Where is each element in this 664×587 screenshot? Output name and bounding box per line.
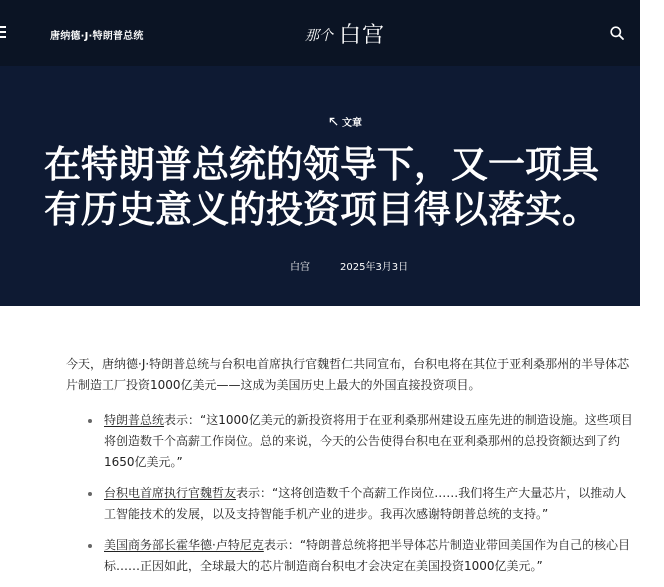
article-author: 白宫 bbox=[290, 262, 310, 273]
list-item bbox=[104, 410, 636, 473]
category-label: 文章 bbox=[342, 118, 362, 129]
arrow-up-left-icon bbox=[329, 117, 338, 126]
white-house-logo[interactable] bbox=[305, 18, 385, 49]
title-line-2: 有历史意义的投资项目得以落实。 bbox=[44, 187, 599, 231]
title-line-1: 在特朗普总统的领导下，又一项具 bbox=[44, 142, 599, 186]
article-body bbox=[66, 354, 636, 587]
quote-text: 表示：“这1000亿美元的新投资将用于在亚利桑那州建设五座先进的制造设施。这些项目将创造数千个高薪工作岗位。总的来说，今天的公告使得台积电在亚利桑那州的总投资额达到了约1650亿美元。” bbox=[104, 413, 633, 469]
speaker-link[interactable]: 特朗普总统 bbox=[104, 413, 165, 427]
article-date: 2025年3月3日 bbox=[340, 262, 409, 273]
article-hero bbox=[0, 66, 640, 306]
category-link[interactable] bbox=[329, 114, 362, 129]
logo-small-text: 那个 bbox=[305, 28, 333, 44]
article-intro: 今天，唐纳德·J·特朗普总统与台积电首席执行官魏哲仁共同宣布，台积电将在其位于亚利桑那州的半导体芯片制造工厂投资1000亿美元——这成为美国历史上最大的外国直接投资项目。 bbox=[66, 357, 630, 392]
speaker-link[interactable]: 美国商务部长霍华德·卢特尼克 bbox=[104, 538, 264, 552]
top-nav-bar bbox=[0, 0, 640, 66]
speaker-link[interactable]: 台积电首席执行官魏哲友 bbox=[104, 486, 237, 500]
list-item bbox=[104, 535, 636, 577]
page-title bbox=[44, 142, 664, 232]
quote-text: 表示：“这将创造数千个高薪工作岗位……我们将生产大量芯片，以推动人工智能技术的发展，以及支持智能手机产业的进步。我再次感谢特朗普总统的支持。” bbox=[104, 486, 627, 521]
site-name-link[interactable]: 唐纳德·J·特朗普总统 bbox=[50, 31, 144, 42]
logo-big-text: 白宫 bbox=[339, 23, 386, 48]
quote-text: 表示：“特朗普总统将把半导体芯片制造业带回美国作为自己的核心目标……正因如此，全球最大的芯片制造商台积电才会决定在美国投资1000亿美元。” bbox=[104, 538, 631, 573]
hamburger-icon[interactable] bbox=[0, 26, 6, 38]
search-icon[interactable] bbox=[610, 26, 624, 40]
quote-list bbox=[66, 410, 636, 577]
list-item bbox=[104, 483, 636, 525]
